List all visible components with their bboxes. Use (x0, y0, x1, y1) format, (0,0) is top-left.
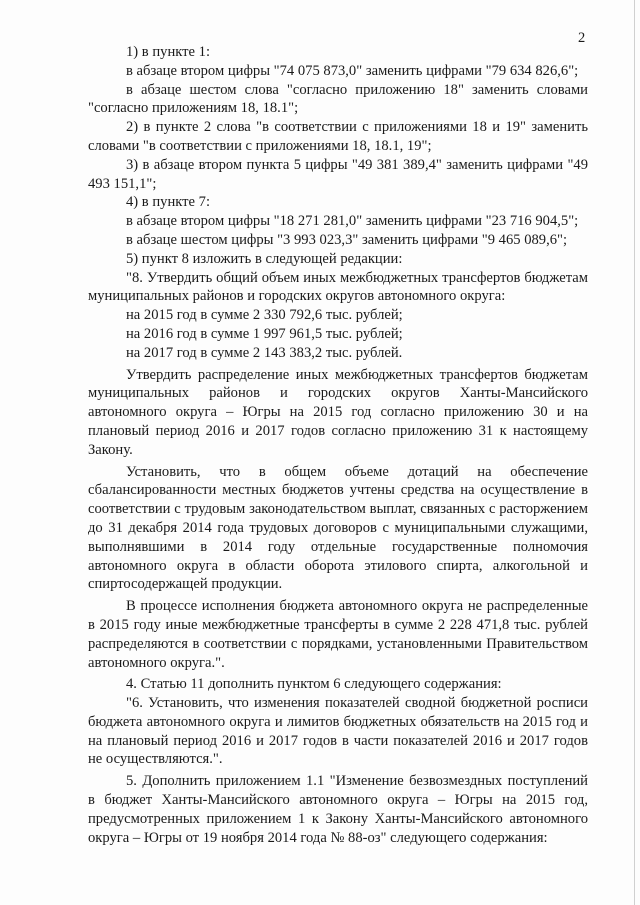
paragraph-16: В процессе исполнения бюджета автономного округа не распределенные в 2015 году иные межбюджетные трансферты в сумме 2 228 471,8 тыс. рублей распределяются в соответствии с порядками, установленными Правительством автономного округа.". (88, 598, 588, 671)
paragraph-17: 4. Статью 11 дополнить пунктом 6 следующего содержания: (126, 676, 502, 693)
paragraph-6: 4) в пункте 7: (126, 194, 211, 211)
paragraph-7: в абзаце втором цифры "18 271 281,0" заменить цифрами "23 716 904,5"; (126, 213, 579, 230)
paragraph-13: на 2017 год в сумме 2 143 383,2 тыс. рублей. (126, 344, 403, 361)
paragraph-14: Утвердить распределение иных межбюджетных трансфертов бюджетам муниципальных районов и городских округов Ханты-Мансийского автономного округа – Югры на 2015 год согласно приложению 30 и на плановый период 2016 и 2017 годов согласно приложению 31 к настоящему Закону. (88, 366, 588, 458)
paragraph-3: в абзаце шестом слова "согласно приложению 18" заменить словами "согласно приложениям 18, 18.1"; (88, 81, 588, 117)
paragraph-9: 5) пункт 8 изложить в следующей редакции: (126, 250, 403, 267)
paragraph-4: 2) в пункте 2 слова "в соответствии с приложениями 18 и 19" заменить словами "в соответствии с приложениями 18, 18.1, 19"; (88, 119, 588, 154)
paragraph-12: на 2016 год в сумме 1 997 961,5 тыс. рублей; (126, 325, 403, 342)
paragraph-15: Установить, что в общем объеме дотаций на обеспечение сбалансированности местных бюджетов учтены средства на осуществление в соответствии с трудовым законодательством выплат, связанных с расторжением до 31 декабря 2014 года трудовых договоров с муниципальными служащими, выполнявшими в 2014 году отдельные государственные полномочия автономного округа в области оборота этилового спирта, алкогольной и спиртосодержащей продукции. (88, 463, 588, 593)
paragraph-1: 1) в пункте 1: (126, 44, 211, 60)
document-body (88, 43, 588, 847)
paragraph-8: в абзаце шестом цифры "3 993 023,3" заменить цифрами "9 465 089,6"; (126, 231, 568, 248)
paragraph-18: "6. Установить, что изменения показателей сводной бюджетной росписи бюджета автономного округа и лимитов бюджетных обязательств на 2015 год и на плановый период 2016 и 2017 годов в части показателей 2016 и 2017 годов не осуществляются.". (88, 695, 588, 768)
paragraph-5: 3) в абзаце втором пункта 5 цифры "49 381 389,4" заменить цифрами "49 493 151,1"; (88, 156, 588, 192)
paragraph-11: на 2015 год в сумме 2 330 792,6 тыс. рублей; (126, 307, 403, 324)
page-edge-line (634, 0, 635, 905)
paragraph-10: "8. Утвердить общий объем иных межбюджетных трансфертов бюджетам муниципальных районов и городских округов автономного округа: (88, 269, 588, 305)
page-number: 2 (578, 30, 586, 46)
paragraph-19: 5. Дополнить приложением 1.1 "Изменение безвозмездных поступлений в бюджет Ханты-Мансийского автономного округа – Югры на 2015 год, предусмотренных приложением 1 к Закону Ханты-Мансийского автономного округа – Югры от 19 ноября 2014 года № 88-оз" следующего содержания: (88, 773, 588, 846)
paragraph-2: в абзаце втором цифры "74 075 873,0" заменить цифрами "79 634 826,6"; (126, 62, 579, 79)
